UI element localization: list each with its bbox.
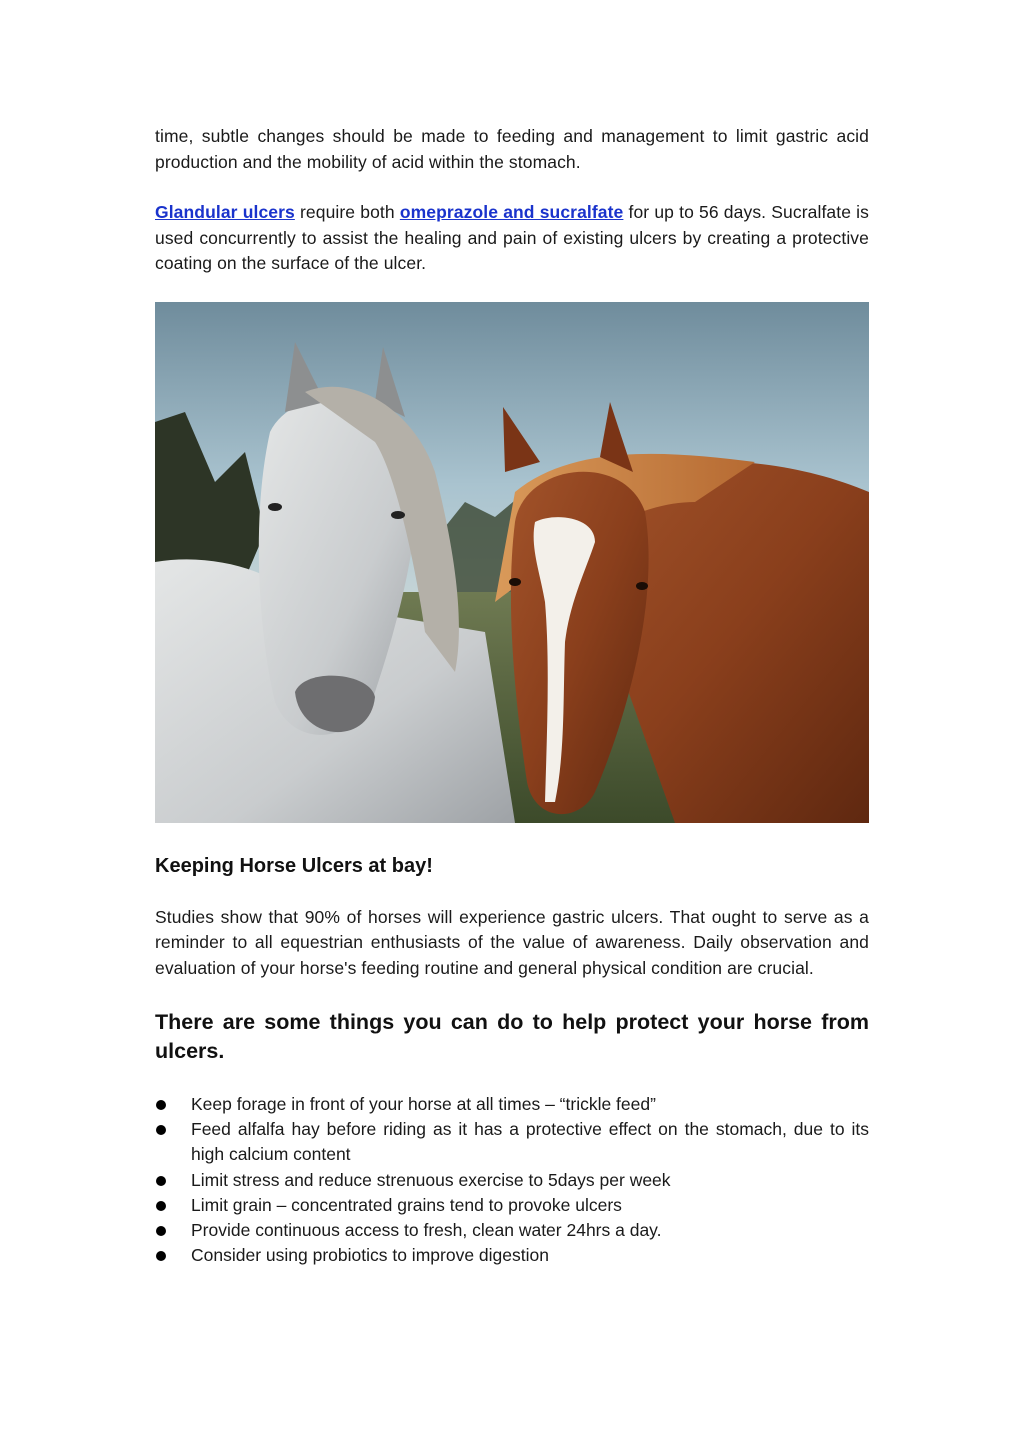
two-horses-photo: [155, 302, 869, 823]
bullet-icon: [156, 1125, 166, 1135]
bullet-icon: [156, 1100, 166, 1110]
bullet-icon: [156, 1201, 166, 1211]
section-heading-keeping-ulcers: Keeping Horse Ulcers at bay!: [155, 854, 433, 877]
document-page: [155, 124, 869, 1268]
tips-list: [155, 1092, 869, 1268]
list-item-text: Feed alfalfa hay before riding as it has a protective effect on the stomach, due to its high calcium content: [191, 1119, 869, 1165]
list-item: [155, 1193, 869, 1218]
list-item: [155, 1092, 869, 1117]
list-item-text: Provide continuous access to fresh, clean water 24hrs a day.: [191, 1220, 662, 1241]
list-item-text: Consider using probiotics to improve digestion: [191, 1245, 549, 1266]
list-item: [155, 1218, 869, 1243]
list-item-text: Limit grain – concentrated grains tend to provoke ulcers: [191, 1194, 622, 1215]
list-item: [155, 1243, 869, 1268]
list-item-text: Keep forage in front of your horse at all times – “trickle feed”: [191, 1094, 656, 1114]
intro-paragraph: time, subtle changes should be made to feeding and management to limit gastric acid production and the mobility of acid within the stomach.: [155, 126, 869, 172]
bullet-icon: [156, 1251, 166, 1261]
omeprazole-sucralfate-link[interactable]: omeprazole and sucralfate: [399, 202, 624, 222]
bullet-icon: [156, 1226, 166, 1236]
studies-paragraph: Studies show that 90% of horses will experience gastric ulcers. That ought to serve as a reminder to all equestrian enthusiasts of the value of awareness. Daily observation and evaluation of your horse's feeding routine and general physical condition are crucial.: [155, 906, 869, 978]
glandular-ulcers-link[interactable]: Glandular ulcers: [155, 202, 295, 222]
list-item-text: Limit stress and reduce strenuous exercise to 5days per week: [191, 1169, 671, 1190]
bullet-icon: [156, 1176, 166, 1186]
glandular-paragraph: [155, 200, 869, 277]
list-item: [155, 1168, 869, 1193]
glandular-text-1: require both: [294, 202, 400, 222]
glandular-text-2: for up to 56 days. Sucralfate is used concurrently to assist the healing and pain of existing ulcers by creating a protective coating on the surface of the ulcer.: [155, 202, 869, 273]
list-item: [155, 1117, 869, 1167]
section-heading-protect: There are some things you can do to help protect your horse from ulcers.: [155, 1010, 869, 1063]
